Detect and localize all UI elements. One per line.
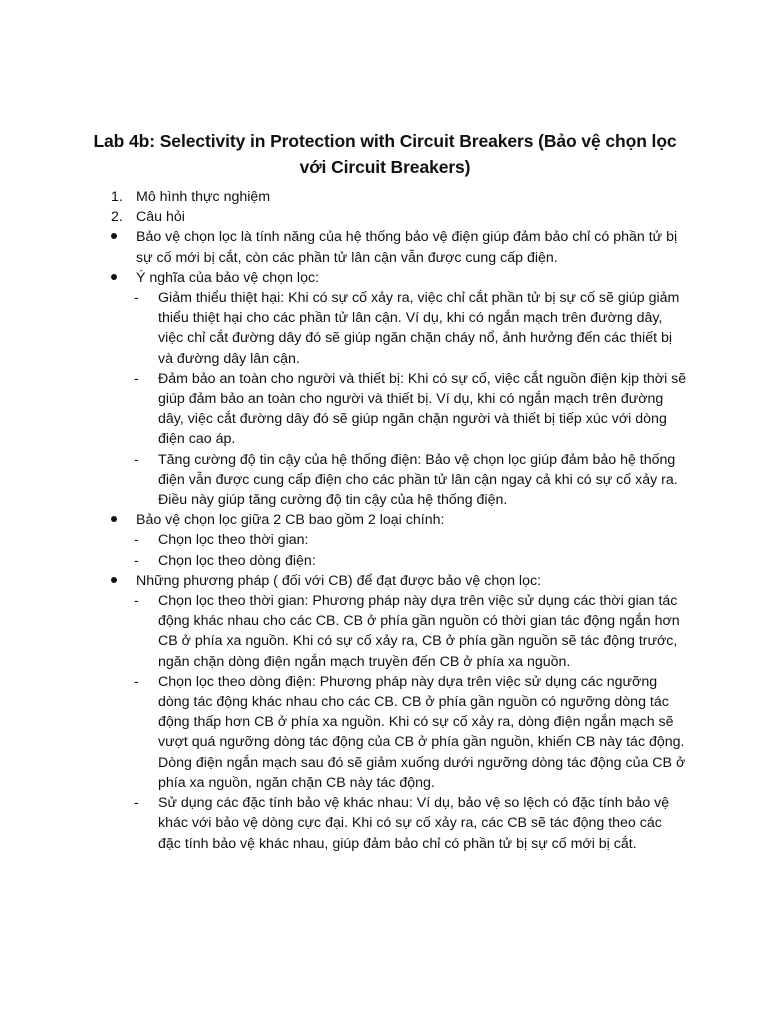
dash-marker: - [134, 593, 139, 610]
sub-list-item [0, 551, 688, 571]
sub-list-item [0, 793, 688, 854]
title-line-1: Lab 4b: Selectivity in Protection with Circuit Breakers (Bảo vệ chọn lọc [93, 131, 677, 151]
list-item-text: Câu hỏi [136, 209, 185, 226]
list-item [0, 187, 688, 207]
list-item [0, 571, 688, 591]
list-item-text: Sử dụng các đặc tính bảo vệ khác nhau: Ví dụ, bảo vệ so lệch có đặc tính bảo vệ khác với bảo vệ dòng cực đại. Khi có sự cố xảy ra, các CB sẽ tác động theo các đặc tính bảo vệ khác nhau, giúp đảm bảo chỉ có phần tử bị sự cố mới bị cắt. [158, 795, 670, 852]
sub-list-item [0, 288, 688, 369]
bullet-icon [111, 571, 117, 591]
list-item-text: Tăng cường độ tin cậy của hệ thống điện: Bảo vệ chọn lọc giúp đảm bảo hệ thống điện vẫn được cung cấp điện cho các phần tử lân cận ngay cả khi có sự cố xảy ra. Điều này giúp tăng cường độ tin cậy của hệ thống điện. [158, 451, 678, 509]
list-item [0, 510, 688, 530]
dash-marker: - [134, 795, 139, 812]
sub-list-item [0, 672, 688, 793]
bullet-icon [111, 510, 117, 530]
list-item-text: Chọn lọc theo dòng điện: Phương pháp này dựa trên việc sử dụng các ngưỡng dòng tác động khác nhau cho các CB. CB ở phía gần nguồn có ngưỡng dòng tác động thấp hơn CB ở phía xa nguồn. Khi có sự cố xảy ra, dòng điện ngắn mạch sẽ vượt quá ngưỡng dòng tác động của CB ở phía gần nguồn, khiến CB này tác động. Dòng điện ngắn mạch sau đó sẽ giảm xuống dưới ngưỡng dòng tác động của CB ở phía xa nguồn, ngăn chặn CB này tác động. [158, 673, 686, 791]
dash-marker: - [134, 552, 139, 569]
dash-marker: - [134, 451, 139, 468]
list-item-text: Bảo vệ chọn lọc giữa 2 CB bao gồm 2 loại chính: [136, 512, 445, 529]
dash-marker: - [134, 673, 139, 690]
bullet-icon [111, 227, 117, 247]
list-item-text: Mô hình thực nghiệm [136, 189, 271, 205]
sub-list-item [0, 369, 688, 450]
list-item-text: Chọn lọc theo dòng điện: [158, 552, 316, 569]
list-item-text: Chọn lọc theo thời gian: Phương pháp này dựa trên việc sử dụng các thời gian tác động khác nhau cho các CB. CB ở phía gần nguồn có thời gian tác động ngắn hơn CB ở phía xa nguồn. Khi có sự cố xảy ra, CB ở phía gần nguồn sẽ tác động trước, ngăn chặn dòng điện ngắn mạch truyền đến CB ở phía xa nguồn. [158, 593, 680, 670]
sub-list-item [0, 591, 688, 672]
list-item-text: Những phương pháp ( đối với CB) để đạt được bảo vệ chọn lọc: [136, 572, 542, 589]
list-item-text: Giảm thiểu thiệt hại: Khi có sự cố xảy ra, việc chỉ cắt phần tử bị sự cố sẽ giúp giảm thiểu thiệt hại cho các phần tử lân cận. Ví dụ, khi có ngắn mạch trên đường dây, việc chỉ cắt đường dây đó sẽ giúp ngăn chặn cháy nổ, ảnh hưởng đến các thiết bị và đường dây lân cận. [158, 290, 680, 367]
sub-list-item [0, 450, 688, 511]
list-item-text: Chọn lọc theo thời gian: [158, 532, 309, 549]
dash-marker: - [134, 532, 139, 549]
sub-list-item [0, 530, 688, 550]
list-item-text: Bảo vệ chọn lọc là tính năng của hệ thống bảo vệ điện giúp đảm bảo chỉ có phần tử bị sự cố mới bị cắt, còn các phần tử lân cận vẫn được cung cấp điện. [136, 229, 678, 266]
document-body [0, 187, 768, 854]
bullet-icon [111, 268, 117, 288]
list-item [0, 227, 688, 267]
title-line-2: với Circuit Breakers) [299, 157, 471, 177]
list-item-text: Ý nghĩa của bảo vệ chọn lọc: [136, 269, 319, 286]
dash-marker: - [134, 370, 139, 387]
dash-marker: - [134, 290, 139, 307]
list-item [0, 207, 688, 227]
document-title [60, 128, 710, 180]
list-number: 1. [111, 189, 123, 205]
list-number: 2. [111, 209, 123, 226]
list-item [0, 268, 688, 288]
list-item-text: Đảm bảo an toàn cho người và thiết bị: Khi có sự cố, việc cắt nguồn điện kịp thời sẽ giúp đảm bảo an toàn cho người và thiết bị. Ví dụ, khi có ngắn mạch trên đường dây, việc cắt đường dây đó sẽ giúp ngăn chặn người và thiết bị tiếp xúc với dòng điện cao áp. [158, 370, 687, 448]
